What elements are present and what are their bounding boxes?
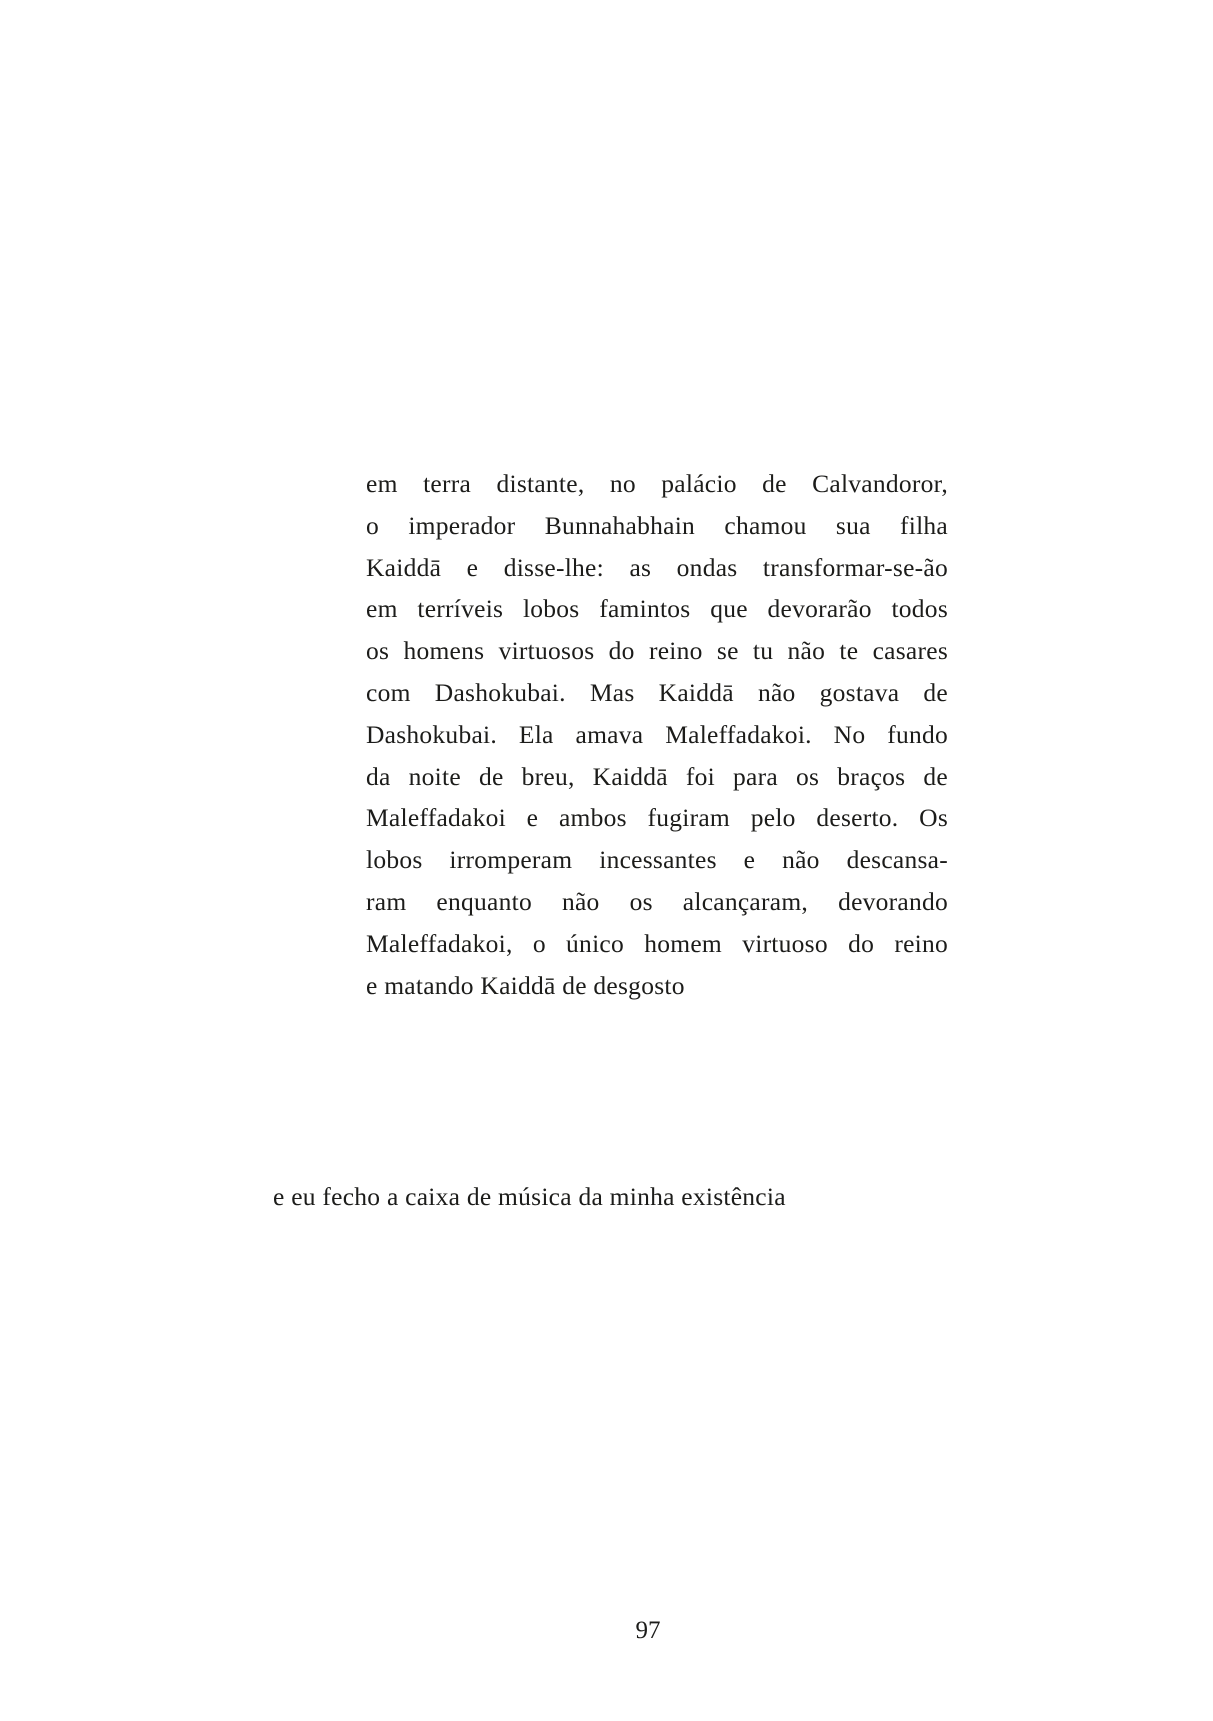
tale-line: ram enquanto não os alcançaram, devorando: [366, 886, 948, 916]
tale-line: em terríveis lobos famintos que devorarão todos: [366, 594, 948, 624]
tale-line: Dashokubai. Ela amava Maleffadakoi. No fundo: [366, 719, 948, 749]
tale-line: os homens virtuosos do reino se tu não te casares: [366, 636, 948, 666]
tale-paragraph: [366, 463, 948, 1006]
tale-line: da noite de breu, Kaiddā foi para os braços de: [366, 761, 948, 791]
tale-line: com Dashokubai. Mas Kaiddā não gostava de: [366, 677, 948, 707]
tale-line: Maleffadakoi, o único homem virtuoso do reino: [366, 928, 948, 958]
tale-line: em terra distante, no palácio de Calvandoror,: [366, 469, 948, 498]
tale-line: lobos irromperam incessantes e não descansa-: [366, 845, 948, 875]
tale-line-last: e matando Kaiddā de desgosto: [366, 970, 685, 1000]
tale-line: o imperador Bunnahabhain chamou sua filha: [366, 510, 948, 540]
tale-line: Maleffadakoi e ambos fugiram pelo deserto. Os: [366, 803, 948, 833]
page-number: 97: [635, 1617, 661, 1644]
tale-line: Kaiddā e disse-lhe: as ondas transformar-se-ão: [366, 552, 948, 582]
closing-verse-line: e eu fecho a caixa de música da minha existência: [273, 1182, 786, 1211]
